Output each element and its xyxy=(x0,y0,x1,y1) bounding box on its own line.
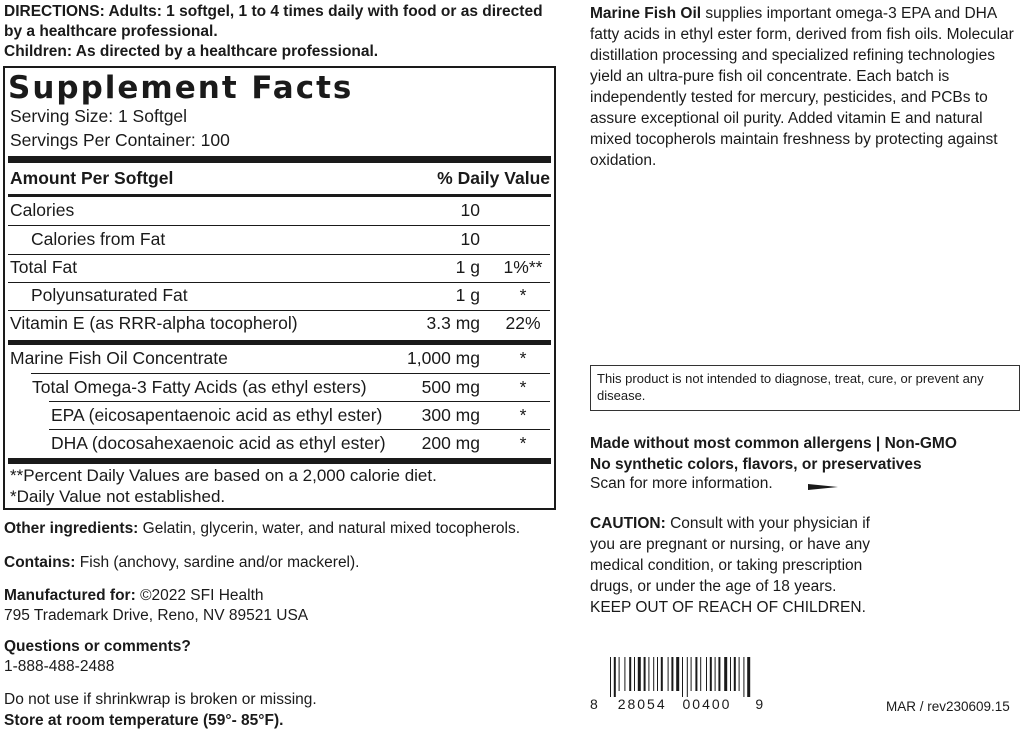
nutrient-dv: * xyxy=(519,433,527,453)
nutrient-amount: 500 mg xyxy=(421,377,480,397)
barcode-bar xyxy=(657,657,658,691)
contains-label: Contains: xyxy=(4,554,76,571)
barcode-bar xyxy=(638,657,641,691)
nutrient-dv: * xyxy=(519,405,527,425)
questions-label: Questions or comments? xyxy=(4,638,191,655)
barcode-bar xyxy=(747,657,750,697)
nutrient-dv: * xyxy=(519,348,527,368)
manufacturer-address: 795 Trademark Drive, Reno, NV 89521 USA xyxy=(4,607,309,624)
nutrient-dv: * xyxy=(519,285,527,305)
barcode-bar xyxy=(691,657,692,691)
nutrient-amount: 3.3 mg xyxy=(426,313,480,333)
barcode-right-digits: 00400 xyxy=(682,696,732,712)
barcode-bar xyxy=(629,657,631,691)
shrinkwrap-warning: Do not use if shrinkwrap is broken or missing. xyxy=(4,691,317,708)
barcode-last-digit: 9 xyxy=(755,696,766,712)
directions-adults: Adults: 1 softgel, 1 to 4 times daily with food or as directed by a healthcare professional. xyxy=(4,3,543,40)
allergen-statement xyxy=(590,433,1020,475)
barcode-left-digits: 28054 xyxy=(617,696,667,712)
phone-number: 1-888-488-2488 xyxy=(4,658,115,675)
barcode-bar xyxy=(730,657,731,691)
storage-instructions: Store at room temperature (59°- 85°F). xyxy=(4,712,284,729)
nutrient-dv: * xyxy=(519,377,527,397)
facts-row xyxy=(3,254,556,282)
nutrient-name: Calories from Fat xyxy=(31,229,166,249)
contains-text: Fish (anchovy, sardine and/or mackerel). xyxy=(79,554,360,571)
allergen-line-2: No synthetic colors, flavors, or preservatives xyxy=(590,456,922,473)
barcode-bar xyxy=(668,657,669,691)
daily-value-header: % Daily Value xyxy=(437,168,550,188)
barcode-bar xyxy=(687,657,688,697)
barcode-bar xyxy=(624,657,625,691)
facts-row xyxy=(3,310,556,338)
barcode-bar xyxy=(644,657,646,691)
barcode-bar xyxy=(634,657,635,691)
allergen-line-1: Made without most common allergens | Non-GMO xyxy=(590,435,957,452)
nutrient-amount: 300 mg xyxy=(421,405,480,425)
nutrient-name: EPA (eicosapentaenoic acid as ethyl ester) xyxy=(51,405,383,425)
serving-size: Serving Size: 1 Softgel xyxy=(10,106,188,126)
footnote-dv-not-established: *Daily Value not established. xyxy=(10,487,226,506)
nutrient-name: Marine Fish Oil Concentrate xyxy=(10,348,228,368)
facts-row xyxy=(3,402,556,430)
barcode-bar xyxy=(619,657,620,691)
nutrient-name: Total Omega-3 Fatty Acids (as ethyl esters) xyxy=(32,377,367,397)
barcode-bar xyxy=(610,657,611,697)
questions xyxy=(4,637,564,677)
barcode-bar xyxy=(718,657,720,691)
manufacturer-label: Manufactured for: xyxy=(4,587,136,604)
thick-rule xyxy=(8,458,551,464)
facts-row xyxy=(3,197,556,225)
facts-row xyxy=(3,430,556,458)
footnote-percent-dv: **Percent Daily Values are based on a 2,000 calorie diet. xyxy=(10,466,437,485)
facts-row xyxy=(3,282,556,310)
barcode-number xyxy=(590,696,765,712)
nutrient-amount: 10 xyxy=(460,229,480,249)
nutrient-name: Calories xyxy=(10,200,75,220)
barcode-bar xyxy=(676,657,679,691)
upc-barcode xyxy=(608,657,798,697)
other-ingredients xyxy=(4,519,564,539)
nutrient-amount: 1 g xyxy=(455,257,480,277)
directions xyxy=(4,2,559,62)
manufacturer-line1: ©2022 SFI Health xyxy=(140,587,264,604)
arrow-right-icon xyxy=(808,482,838,492)
nutrient-amount: 1 g xyxy=(455,285,480,305)
facts-row xyxy=(3,374,556,402)
barcode-bar xyxy=(648,657,649,691)
product-name: Marine Fish Oil xyxy=(590,5,702,22)
nutrient-name: Vitamin E (as RRR-alpha tocopherol) xyxy=(10,313,298,333)
nutrient-amount: 1,000 mg xyxy=(407,348,480,368)
barcode-bar xyxy=(695,657,697,691)
nutrient-dv: 1%** xyxy=(503,257,543,277)
revision-code: MAR / rev230609.15 xyxy=(886,699,1010,714)
barcode-bar xyxy=(700,657,701,691)
barcode-bar xyxy=(706,657,707,691)
nutrient-name: Total Fat xyxy=(10,257,78,277)
nutrient-amount: 200 mg xyxy=(421,433,480,453)
barcode-bar xyxy=(715,657,716,691)
contains xyxy=(4,553,564,573)
barcode-bar xyxy=(614,657,616,697)
barcode-bar xyxy=(682,657,683,697)
directions-children: Children: As directed by a healthcare professional. xyxy=(4,43,379,60)
directions-label: DIRECTIONS: xyxy=(4,3,105,20)
barcode-bar xyxy=(671,657,673,691)
keep-out-of-reach: KEEP OUT OF REACH OF CHILDREN. xyxy=(590,599,866,616)
barcode-bar xyxy=(653,657,654,691)
caution-text: Consult with your physician if you are pregnant or nursing, or have any medical condition, or taking prescription drugs, or under the age of 18 years. xyxy=(590,515,871,595)
amount-per-serving-header: Amount Per Softgel xyxy=(10,168,174,188)
manufacturer xyxy=(4,586,564,626)
nutrient-name: DHA (docosahexaenoic acid as ethyl ester) xyxy=(51,433,386,453)
product-description xyxy=(590,3,1020,171)
barcode-bar xyxy=(739,657,740,691)
thick-rule xyxy=(8,156,551,163)
facts-row xyxy=(3,345,556,373)
barcode-bar xyxy=(710,657,712,691)
barcode-bar xyxy=(724,657,727,691)
other-ingredients-label: Other ingredients: xyxy=(4,520,139,537)
nutrient-amount: 10 xyxy=(460,200,480,220)
other-ingredients-text: Gelatin, glycerin, water, and natural mixed tocopherols. xyxy=(142,520,521,537)
servings-per-container: Servings Per Container: 100 xyxy=(10,130,230,150)
barcode-bar xyxy=(661,657,663,691)
barcode-bar xyxy=(743,657,744,697)
scan-text: Scan for more information. xyxy=(590,475,773,492)
caution-label: CAUTION: xyxy=(590,515,666,532)
barcode-first-digit: 8 xyxy=(590,696,600,712)
facts-row xyxy=(3,226,556,254)
facts-title: Supplement Facts xyxy=(8,70,354,106)
nutrient-dv: 22% xyxy=(505,313,541,333)
caution-warning xyxy=(590,513,880,618)
fda-disclaimer: This product is not intended to diagnose, treat, cure, or prevent any disease. xyxy=(590,365,1020,411)
barcode-bar xyxy=(734,657,736,691)
description-text: supplies important omega-3 EPA and DHA fatty acids in ethyl ester form, derived from fish oils. Molecular distillation processing and specialized refining technologies yield an ultra-pure fish oil concentrate. Each batch is independently tested for mercury, pesticides, and PCBs to assure exceptional oil purity. Added vitamin E and natural mixed tocopherols maintain freshness by protecting against oxidation. xyxy=(590,5,1014,169)
nutrient-name: Polyunsaturated Fat xyxy=(31,285,188,305)
